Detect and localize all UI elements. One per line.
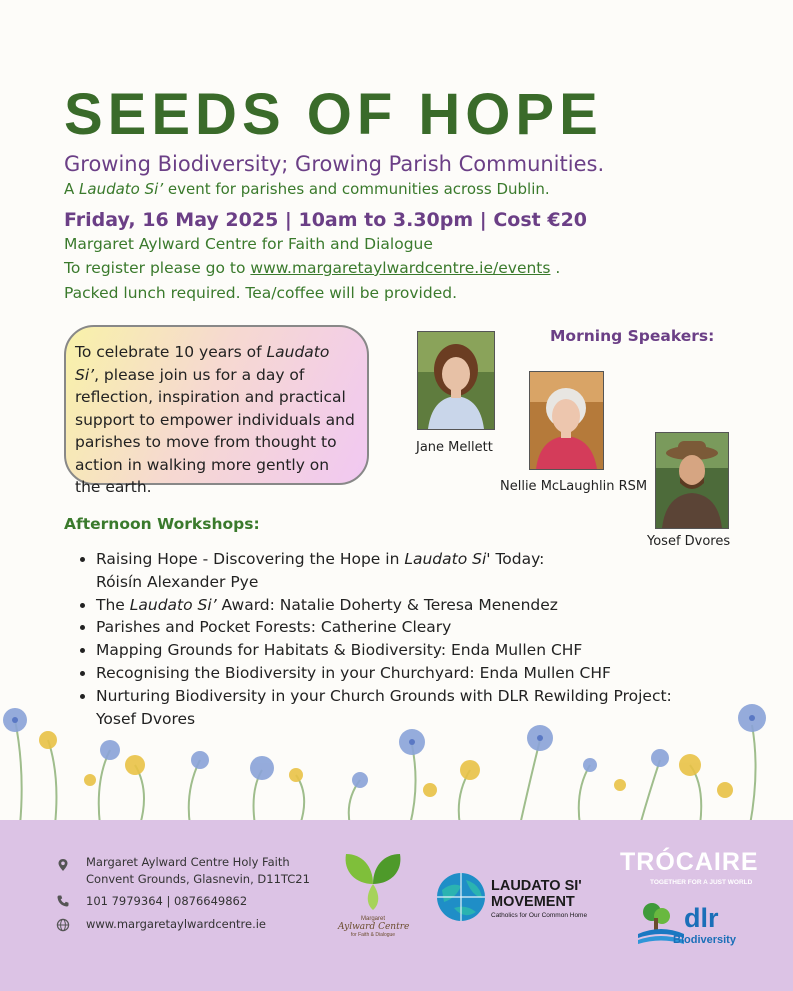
intro-box bbox=[64, 325, 369, 496]
register-link[interactable]: www.margaretaylwardcentre.ie/events bbox=[250, 259, 551, 277]
aylward-logo-line2: Aylward Centre bbox=[338, 922, 410, 932]
aylward-logo-line1: Margaret bbox=[360, 916, 385, 922]
address-line-2: Convent Grounds, Glasnevin, D11TC21 bbox=[86, 872, 310, 886]
register-pre: To register please go to bbox=[64, 259, 251, 277]
register-post: . bbox=[550, 259, 561, 277]
laudato-logo-line1: LAUDATO SI' bbox=[491, 878, 582, 894]
speakers-heading: Morning Speakers: bbox=[550, 327, 715, 345]
intro-post: , please join us for a day of reflection, inspiration and practical support to empower individuals and parishes to move from thought to action in walking more gently on the earth. bbox=[75, 365, 355, 496]
workshop-presenter: Róisín Alexander Pye bbox=[96, 572, 259, 591]
workshop-text: Mapping Grounds for Habitats & Biodiversity: Enda Mullen CHF bbox=[96, 641, 583, 660]
lunch-note: Packed lunch required. Tea/coffee will be provided. bbox=[64, 284, 457, 302]
footer bbox=[0, 820, 793, 991]
speaker-name-jane-mellett: Jane Mellett bbox=[416, 440, 493, 455]
tagline-em: Laudato Si’ bbox=[79, 180, 164, 198]
globe-icon bbox=[56, 918, 70, 932]
intro-pre: To celebrate 10 years of bbox=[75, 343, 267, 361]
workshop-text: The bbox=[96, 595, 130, 614]
aylward-logo-line3: for Faith & Dialogue bbox=[350, 932, 396, 938]
wildflower-border-illustration bbox=[0, 680, 793, 825]
intro-em: Laudato Si’ bbox=[75, 343, 330, 384]
workshop-text: Recognising the Biodiversity in your Churchyard: Enda Mullen CHF bbox=[96, 663, 611, 682]
event-datetime: Friday, 16 May 2025 | 10am to 3.30pm | Cost €20 bbox=[64, 209, 588, 231]
register-line bbox=[64, 259, 560, 277]
workshop-item bbox=[96, 594, 793, 617]
event-venue: Margaret Aylward Centre for Faith and Dialogue bbox=[64, 235, 433, 253]
tagline bbox=[64, 180, 550, 198]
speaker-name-nellie-mclaughlin: Nellie McLaughlin RSM bbox=[500, 479, 648, 494]
workshop-em: Laudato Si' bbox=[404, 550, 491, 568]
tagline-post: event for parishes and communities across Dublin. bbox=[163, 180, 550, 198]
dlr-logo-sub: Biodiversity bbox=[673, 934, 736, 946]
laudato-globe-icon bbox=[436, 872, 486, 922]
workshop-text-post: Today: bbox=[490, 550, 545, 568]
phone-icon bbox=[56, 894, 70, 908]
workshop-presenter: Yosef Dvores bbox=[96, 709, 196, 728]
aylward-leaf-mark bbox=[338, 850, 408, 912]
website-link[interactable]: www.margaretaylwardcentre.ie bbox=[86, 917, 266, 931]
speaker-photo-jane-mellett bbox=[417, 331, 495, 430]
laudato-logo-line2: MOVEMENT bbox=[491, 894, 575, 910]
address-line-1: Margaret Aylward Centre Holy Faith bbox=[86, 855, 290, 869]
page-title: SEEDS OF HOPE bbox=[64, 82, 603, 147]
location-pin-icon bbox=[56, 858, 70, 872]
speaker-name-yosef-dvores: Yosef Dvores bbox=[647, 534, 731, 549]
speaker-photo-yosef-dvores bbox=[655, 432, 729, 529]
workshop-em: Laudato Si’ bbox=[129, 595, 217, 614]
workshop-item bbox=[96, 548, 793, 594]
workshop-item bbox=[96, 639, 793, 662]
subtitle: Growing Biodiversity; Growing Parish Communities. bbox=[64, 152, 605, 176]
workshop-text-post: Award: Natalie Doherty & Teresa Menendez bbox=[216, 595, 558, 614]
aylward-centre-logo bbox=[338, 850, 408, 945]
dlr-logo-name: dlr bbox=[684, 903, 719, 933]
laudato-logo-line3: Catholics for Our Common Home bbox=[491, 912, 588, 919]
workshop-text: Raising Hope - Discovering the Hope in bbox=[96, 550, 405, 568]
trocaire-slogan: TOGETHER FOR A JUST WORLD bbox=[650, 879, 753, 886]
workshop-text: Nurturing Biodiversity in your Church Grounds with DLR Rewilding Project: bbox=[96, 686, 672, 705]
workshop-text: Parishes and Pocket Forests: Catherine Cleary bbox=[96, 618, 452, 637]
tagline-pre: A bbox=[64, 180, 80, 198]
speaker-photo-nellie-mclaughlin bbox=[529, 371, 604, 470]
workshop-item bbox=[96, 616, 793, 639]
trocaire-logo: TRÓCAIRE bbox=[620, 848, 759, 876]
workshops-heading: Afternoon Workshops: bbox=[64, 515, 260, 533]
phone-numbers: 101 7979364 | 0876649862 bbox=[86, 894, 248, 908]
